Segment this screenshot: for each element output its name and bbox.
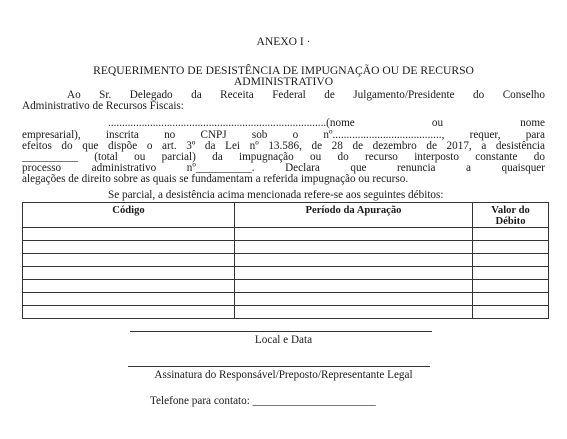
address-line-2: Administrativo de Recursos Fiscais: <box>22 100 184 112</box>
phone-contact-label: Telefone para contato: ______________________ <box>150 395 376 407</box>
partial-desistance-line: Se parcial, a desistência acima mencionada refere-se aos seguintes débitos: <box>108 189 444 201</box>
table-cell[interactable] <box>473 228 549 241</box>
signature-label: Assinatura do Responsável/Preposto/Representante Legal <box>154 369 413 381</box>
column-header-codigo: Código <box>23 203 235 228</box>
table-cell[interactable] <box>23 241 235 254</box>
table-cell[interactable] <box>473 254 549 267</box>
address-line-1: Ao Sr. Delegado da Receita Federal de Julgamento/Presidente do Conselho <box>67 89 545 101</box>
table-cell[interactable] <box>23 280 235 293</box>
table-cell[interactable] <box>235 280 473 293</box>
body-line-2: empresarial), inscrita no CNPJ sob o nº......................................., requer, para <box>22 129 545 141</box>
column-header-periodo: Período da Apuração <box>235 203 473 228</box>
body-line-4: __________ (total ou parcial) da impugnação ou do recurso interposto constante do <box>22 151 545 163</box>
table-row <box>23 306 549 319</box>
table-cell[interactable] <box>23 228 235 241</box>
table-cell[interactable] <box>23 254 235 267</box>
table-row <box>23 293 549 306</box>
table-row <box>23 228 549 241</box>
table-cell[interactable] <box>473 267 549 280</box>
document-heading-line2: ADMINISTRATIVO <box>233 75 334 88</box>
table-cell[interactable] <box>23 267 235 280</box>
table-cell[interactable] <box>235 267 473 280</box>
signature-line[interactable] <box>128 366 430 367</box>
body-line-5: processo administrativo nº__________. Declara que renuncia a quaisquer <box>22 162 545 174</box>
annex-title: ANEXO I · <box>256 35 311 48</box>
local-date-line[interactable] <box>130 331 432 332</box>
table-row <box>23 267 549 280</box>
table-cell[interactable] <box>235 293 473 306</box>
table-cell[interactable] <box>235 306 473 319</box>
document-heading-line1: REQUERIMENTO DE DESISTÊNCIA DE IMPUGNAÇÃO OU DE RECURSO <box>93 64 474 77</box>
table-cell[interactable] <box>473 280 549 293</box>
debits-table <box>22 202 549 319</box>
body-line-6: alegações de direito sobre as quais se fundamentam a referida impugnação ou recurso. <box>22 173 409 185</box>
table-cell[interactable] <box>235 228 473 241</box>
body-line-3: efeitos do que dispõe o art. 3º da Lei nº 13.586, de 28 de dezembro de 2017, a desistência <box>22 140 545 152</box>
table-row <box>23 280 549 293</box>
local-date-label: Local e Data <box>254 334 313 346</box>
table-cell[interactable] <box>235 241 473 254</box>
table-cell[interactable] <box>473 306 549 319</box>
table-row <box>23 241 549 254</box>
body-line-1: ..............................................................................(nome ou nome <box>108 117 545 129</box>
table-cell[interactable] <box>235 254 473 267</box>
table-cell[interactable] <box>23 306 235 319</box>
column-header-valor: Valor do Débito <box>473 203 549 228</box>
table-row <box>23 254 549 267</box>
table-header-row <box>23 203 549 228</box>
table-cell[interactable] <box>23 293 235 306</box>
table-cell[interactable] <box>473 241 549 254</box>
table-cell[interactable] <box>473 293 549 306</box>
